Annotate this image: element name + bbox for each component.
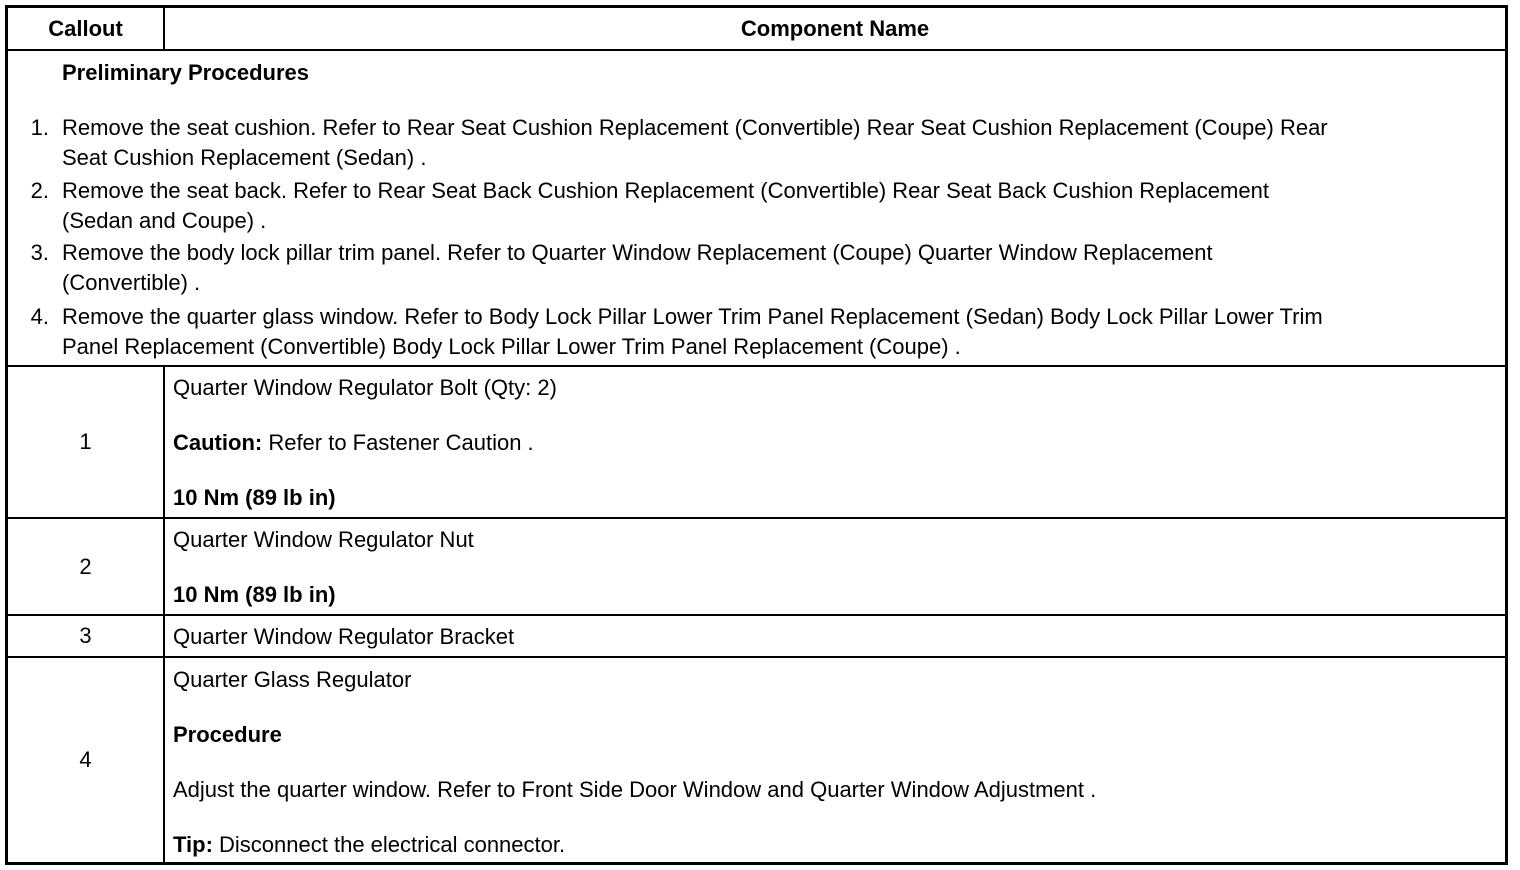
callout-column-header: Callout [8,8,165,49]
callout-cell: 2 [8,519,165,614]
procedure-text: Adjust the quarter window. Refer to Front Side Door Window and Quarter Window Adjustment . [173,777,1097,802]
step-text-line: Remove the seat cushion. Refer to Rear Seat Cushion Replacement (Convertible) Rear Seat Cushion Replacement (Coupe) Rear [62,115,1328,140]
callout-cell: 3 [8,616,165,656]
component-name-column-header: Component Name [740,15,930,41]
caution-label: Caution: [173,430,263,455]
torque-spec: 10 Nm (89 lb in) [173,582,336,607]
caution-note [173,430,534,456]
component-table [5,5,1508,865]
step-number: 4. [30,304,49,329]
table-row [8,616,1505,658]
step-text-line: Remove the seat back. Refer to Rear Seat Back Cushion Replacement (Convertible) Rear Seat Back Cushion Replacement [62,178,1269,203]
step-text-line: (Convertible) . [62,270,201,295]
table-row [8,519,1505,616]
component-cell [165,367,1505,517]
preliminary-procedures-title: Preliminary Procedures [62,60,310,85]
component-cell [165,658,1505,862]
tip-label: Tip: [173,832,213,857]
step-number: 3. [30,240,49,265]
step-text-line: Seat Cushion Replacement (Sedan) . [62,145,427,170]
step-text-line: Panel Replacement (Convertible) Body Lock Pillar Lower Trim Panel Replacement (Coupe) . [62,334,961,359]
callout-cell: 1 [8,367,165,517]
callout-cell: 4 [8,658,165,862]
preliminary-procedures-section [8,51,1505,367]
tip-text: Disconnect the electrical connector. [212,832,566,857]
table-row [8,367,1505,519]
step-number: 2. [30,178,49,203]
step-number: 1. [30,115,49,140]
component-name: Quarter Window Regulator Bolt (Qty: 2) [173,375,557,400]
step-text-line: (Sedan and Coupe) . [62,208,267,233]
torque-spec: 10 Nm (89 lb in) [173,485,336,510]
component-cell [165,616,1505,656]
procedure-heading: Procedure [173,722,282,747]
component-name: Quarter Window Regulator Nut [173,527,474,552]
component-name: Quarter Window Regulator Bracket [173,624,515,649]
component-cell [165,519,1505,614]
step-text-line: Remove the quarter glass window. Refer to Body Lock Pillar Lower Trim Panel Replacement (Sedan) Body Lock Pillar Lower Trim [62,304,1323,329]
table-row [8,658,1505,862]
tip-note [173,832,565,858]
caution-text: Refer to Fastener Caution . [262,430,534,455]
step-text-line: Remove the body lock pillar trim panel. Refer to Quarter Window Replacement (Coupe) Quarter Window Replacement [62,240,1213,265]
table-header-row [8,8,1505,51]
component-name: Quarter Glass Regulator [173,667,412,692]
